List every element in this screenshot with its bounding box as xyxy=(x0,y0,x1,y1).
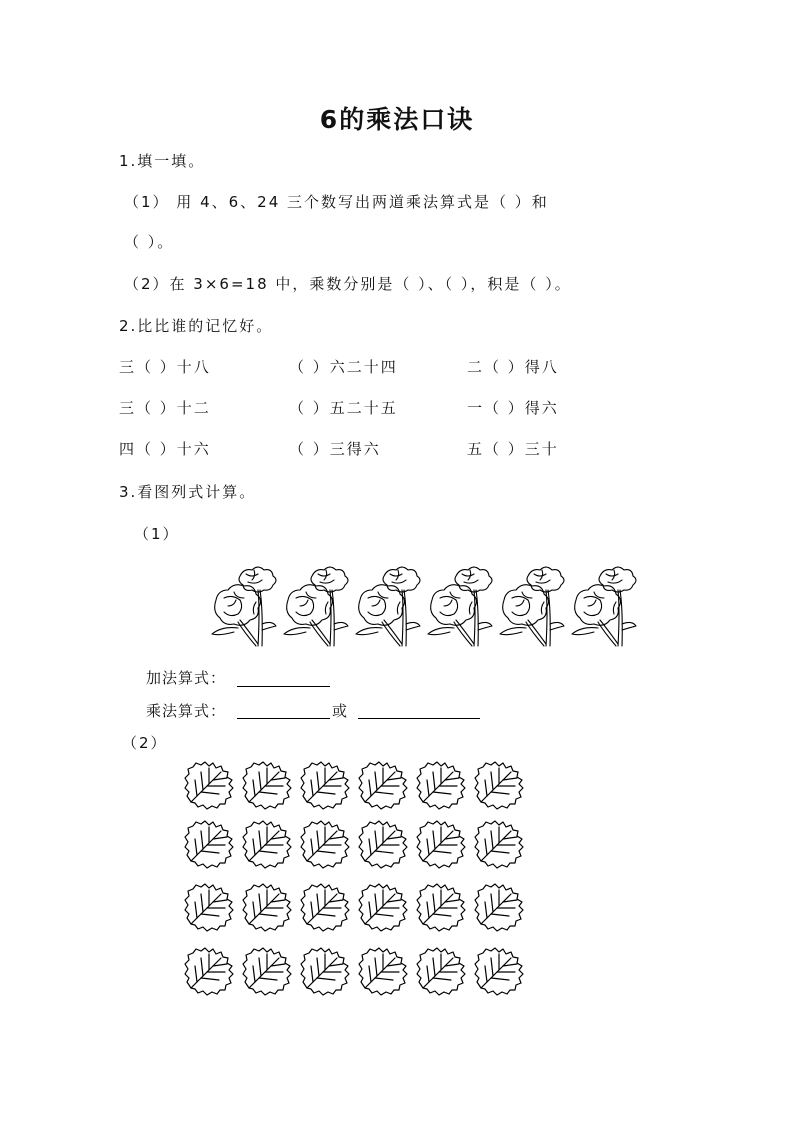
leaf-image xyxy=(241,819,293,869)
leaf-image xyxy=(299,946,351,996)
leaf-image xyxy=(299,882,351,932)
leaf-image xyxy=(183,760,235,810)
leaf-image xyxy=(415,946,467,996)
memory-item: （ ）三得六 xyxy=(289,440,381,458)
leaf-row xyxy=(183,819,531,869)
leaf-image xyxy=(357,819,409,869)
carnation-image xyxy=(354,562,426,650)
leaf-row xyxy=(183,946,531,996)
multiplication-answer-blank-2[interactable] xyxy=(358,718,480,719)
leaf-image xyxy=(357,760,409,810)
leaf-image xyxy=(241,882,293,932)
carnation-image xyxy=(426,562,498,650)
section3-heading: 3.看图列式计算。 xyxy=(119,483,257,501)
leaf-image xyxy=(473,760,525,810)
leaf-image xyxy=(473,882,525,932)
leaf-image xyxy=(473,819,525,869)
leaf-image xyxy=(241,946,293,996)
memory-item: 五（ ）三十 xyxy=(467,440,559,458)
multiplication-answer-blank-1[interactable] xyxy=(237,718,330,719)
memory-item: （ ）六二十四 xyxy=(289,358,398,376)
leaf-image xyxy=(183,882,235,932)
memory-item: 二（ ）得八 xyxy=(467,358,559,376)
question-1-2: （2）在 3×6=18 中，乘数分别是（ ）、（ ），积是（ ）。 xyxy=(124,275,572,293)
memory-item: 四（ ）十六 xyxy=(119,440,211,458)
leaf-image xyxy=(415,819,467,869)
leaf-image xyxy=(415,760,467,810)
addition-answer-blank[interactable] xyxy=(237,686,330,687)
leaf-image xyxy=(183,819,235,869)
question-1-1-line2: （ ）。 xyxy=(124,233,175,251)
carnation-image xyxy=(498,562,570,650)
leaf-image xyxy=(299,819,351,869)
carnation-image xyxy=(570,562,642,650)
question-1-1-line1: （1） 用 4、6、24 三个数写出两道乘法算式是（ ）和 xyxy=(124,193,549,211)
leaf-image xyxy=(183,946,235,996)
section2-heading: 2.比比谁的记忆好。 xyxy=(119,317,274,335)
flower-row xyxy=(210,562,642,650)
carnation-image xyxy=(210,562,282,650)
multiplication-label: 乘法算式： xyxy=(146,702,227,720)
or-text: 或 xyxy=(332,702,350,720)
leaf-image xyxy=(415,882,467,932)
section1-heading: 1.填一填。 xyxy=(119,152,206,170)
leaf-image xyxy=(357,882,409,932)
part2-label: （2） xyxy=(122,734,168,752)
memory-item: 三（ ）十八 xyxy=(119,358,211,376)
addition-label: 加法算式： xyxy=(146,669,227,687)
carnation-image xyxy=(282,562,354,650)
memory-item: 一（ ）得六 xyxy=(467,399,559,417)
leaf-row xyxy=(183,882,531,932)
leaf-image xyxy=(357,946,409,996)
part1-label: （1） xyxy=(134,525,180,543)
leaf-image xyxy=(473,946,525,996)
memory-item: （ ）五二十五 xyxy=(289,399,398,417)
page-title: 6的乘法口诀 xyxy=(319,105,475,134)
memory-item: 三（ ）十二 xyxy=(119,399,211,417)
leaf-image xyxy=(299,760,351,810)
leaf-image xyxy=(241,760,293,810)
leaf-row xyxy=(183,760,531,810)
